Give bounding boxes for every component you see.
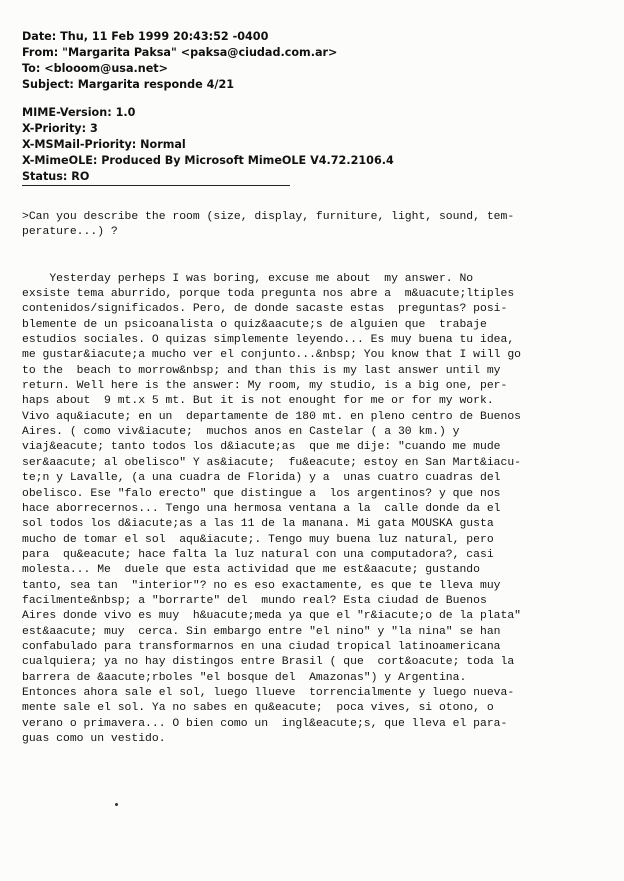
answer-line: barrera de &aacute;rboles "el bosque del Amazonas") y Argentina. xyxy=(22,671,467,684)
answer-line: mente sale el sol. Ya no sabes en qu&eacute; poca vives, si otono, o xyxy=(22,702,494,715)
message-body xyxy=(22,210,612,747)
header-subject: Subject: Margarita responde 4/21 xyxy=(22,78,235,91)
answer-line: guas como un vestido. xyxy=(22,733,166,745)
question-line: perature...) ? xyxy=(22,226,118,239)
answer-line: facilmente&nbsp; a "borrarte" del mundo real? Esta ciudad de Buenos xyxy=(22,594,487,607)
header-date: Date: Thu, 11 Feb 1999 20:43:52 -0400 xyxy=(22,30,269,43)
answer-line: Aires donde vivo es muy h&uacute;meda ya que el "r&iacute;o de la plata" xyxy=(22,610,521,623)
answer-line: Aires. ( como viv&iacute; muchos anos en Castelar ( a 30 km.) y xyxy=(22,426,460,439)
header-msmail-priority: X-MSMail-Priority: Normal xyxy=(22,138,186,151)
answer-line: me gustar&iacute;a mucho ver el conjunto...&nbsp; You know that I will go xyxy=(22,349,521,362)
answer-line: cualquiera; ya no hay distingos entre Brasil ( que cort&oacute; toda la xyxy=(22,656,515,669)
answer-line: molesta... Me duele que esta actividad que me est&aacute; gustando xyxy=(22,564,480,577)
answer-line: hace aborrecernos... Tengo una hermosa ventana a la calle donde da el xyxy=(22,502,501,515)
answer-line: return. Well here is the answer: My room, my studio, is a big one, per- xyxy=(22,380,508,393)
header-mime-version: MIME-Version: 1.0 xyxy=(22,106,136,119)
answer-line: exsiste tema aburrido, porque toda pregunta nos abre a m&uacute;ltiples xyxy=(22,288,515,301)
email-headers xyxy=(22,29,442,185)
header-mimeole: X-MimeOLE: Produced By Microsoft MimeOLE V4.72.2106.4 xyxy=(22,154,394,167)
header-status: Status: RO xyxy=(22,170,90,183)
header-to: To: <blooom@usa.net> xyxy=(22,62,169,75)
answer-line: sol todos los d&iacute;as a las 11 de la manana. Mi gata MOUSKA gusta xyxy=(22,518,494,531)
answer-line: obelisco. Ese "falo erecto" que distingue a los argentinos? y que nos xyxy=(22,487,501,500)
answer-line: Yesterday perheps I was boring, excuse me about my answer. No xyxy=(22,272,474,285)
answer-line: ser&aacute; al obelisco" Y as&iacute; fu&eacute; estoy en San Mart&iacu- xyxy=(22,456,521,469)
header-divider xyxy=(22,185,290,186)
answer-paragraph xyxy=(22,272,612,748)
header-priority: X-Priority: 3 xyxy=(22,122,98,135)
answer-line: to the beach to morrow&nbsp; and than this is my last answer until my xyxy=(22,364,501,377)
paragraph-gap xyxy=(22,241,612,272)
header-gap xyxy=(22,93,442,105)
question-line: >Can you describe the room (size, display, furniture, light, sound, tem- xyxy=(22,211,515,223)
answer-line: est&aacute; muy cerca. Sin embargo entre "el nino" y "la nina" se han xyxy=(22,625,501,638)
page-speck xyxy=(115,803,118,806)
answer-line: confabulado para transformarnos en una ciudad tropical latinoamericana xyxy=(22,640,501,653)
answer-line: verano o primavera... O bien como un ingl&eacute;s, que lleva el para- xyxy=(22,717,508,730)
header-from: From: "Margarita Paksa" <paksa@ciudad.com.ar> xyxy=(22,46,338,59)
answer-line: viaj&eacute; tanto todos los d&iacute;as que me dije: "cuando me mude xyxy=(22,441,501,454)
answer-line: estudios sociales. O quizas simplemente leyendo... Es muy buena tu idea, xyxy=(22,334,515,347)
answer-line: mucho de tomar el sol aqu&iacute;. Tengo muy buena luz natural, pero xyxy=(22,533,494,546)
answer-line: Vivo aqu&iacute; en un departamente de 180 mt. en pleno centro de Buenos xyxy=(22,410,521,423)
answer-line: para qu&eacute; hace falta la luz natural con una computadora?, casi xyxy=(22,548,494,561)
answer-line: Entonces ahora sale el sol, luego llueve torrencialmente y luego nueva- xyxy=(22,686,515,699)
answer-line: blemente de un psicoanalista o quiz&aacute;s de alguien que trabaje xyxy=(22,318,487,331)
answer-line: haps about 9 mt.x 5 mt. But it is not enought for me or for my work. xyxy=(22,395,494,408)
answer-line: te;n y Lavalle, (a una cuadra de Florida) y a unas cuatro cuadras del xyxy=(22,472,501,485)
answer-line: tanto, sea tan "interior"? no es eso exactamente, es que te lleva muy xyxy=(22,579,501,592)
answer-line: contenidos/significados. Pero, de donde sacaste estas preguntas? posi- xyxy=(22,303,508,316)
